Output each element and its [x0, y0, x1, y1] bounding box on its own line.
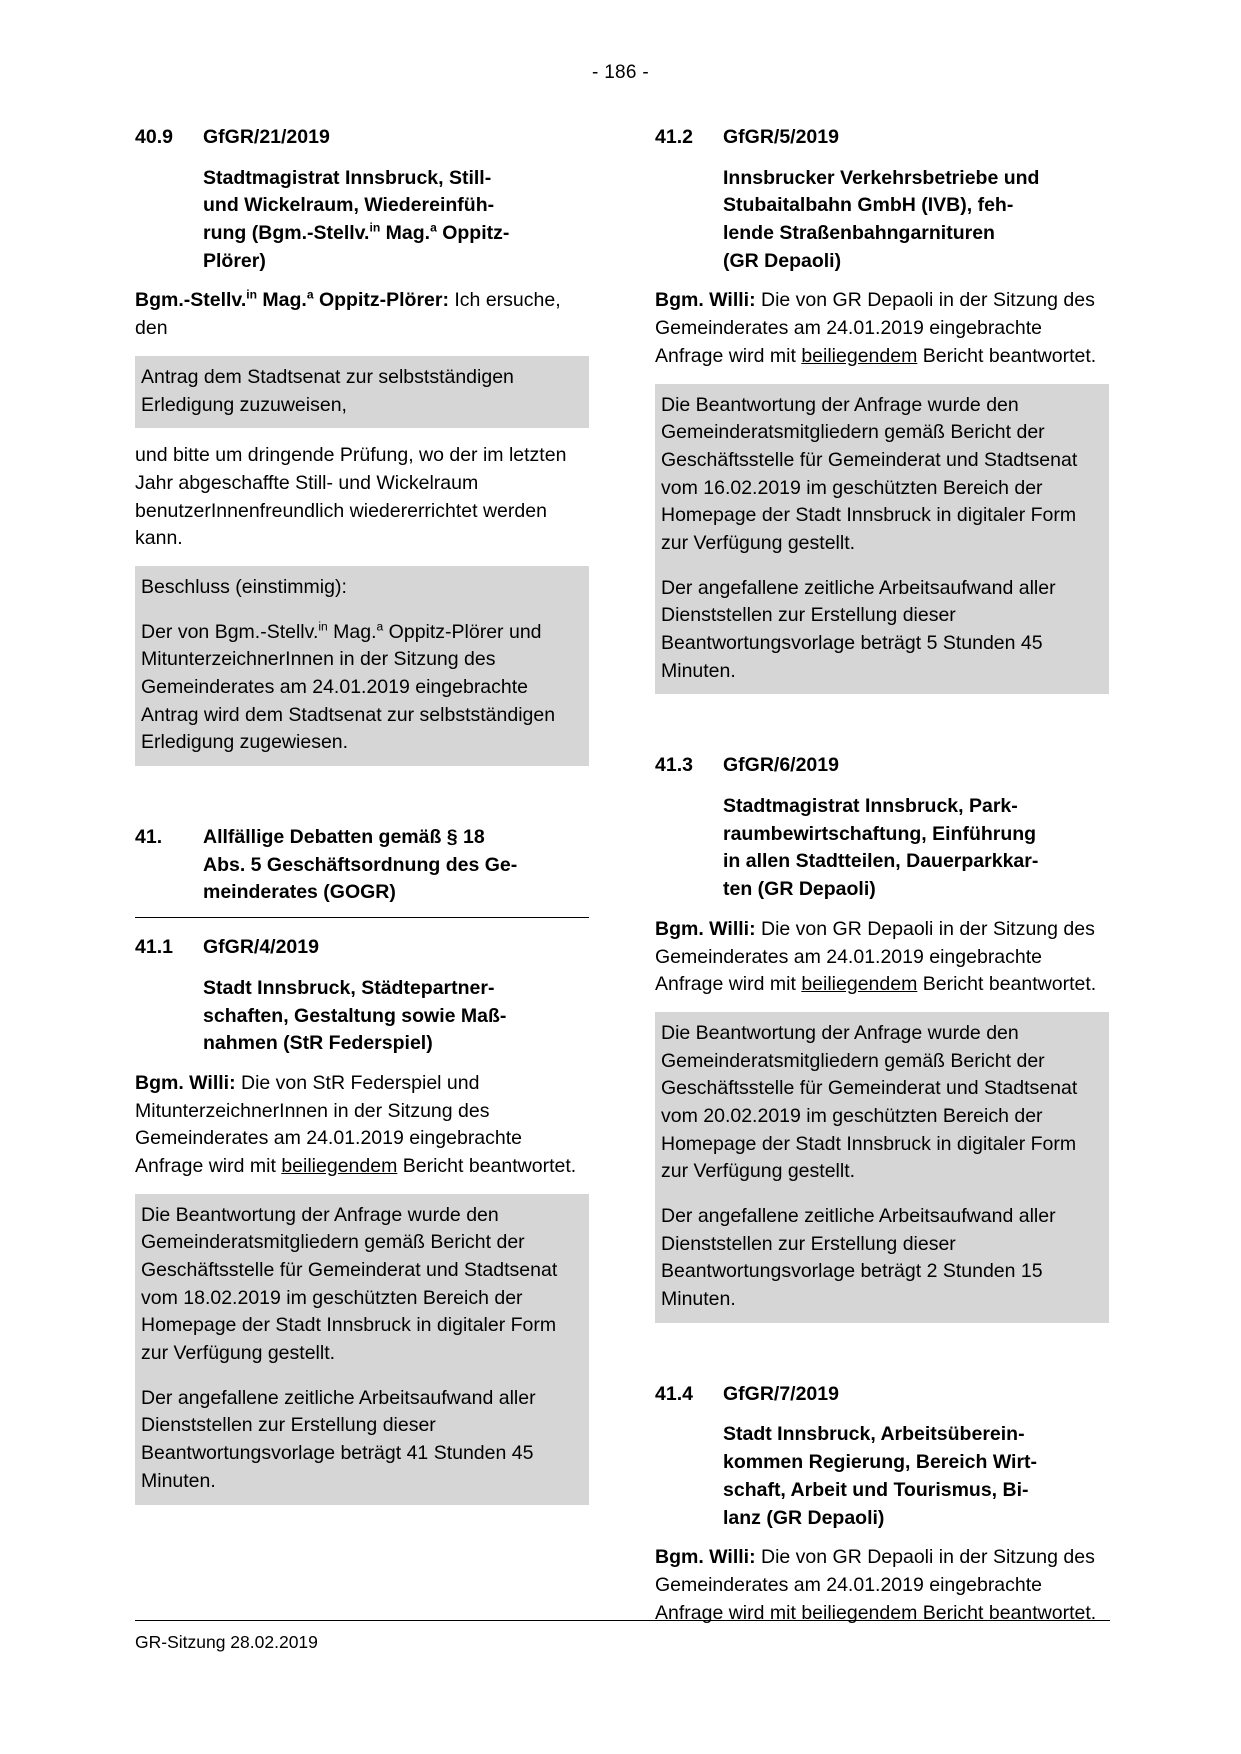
speaker-name: Bgm. Willi:: [655, 289, 756, 312]
title-line-4: lanz (GR Depaoli): [723, 1506, 885, 1529]
speaker-name: Bgm. Willi:: [655, 1546, 756, 1569]
decision-text: [141, 619, 579, 757]
decision-box-40-9: [135, 566, 589, 766]
speaker-paragraph-40-9: [135, 287, 589, 342]
answer-box-paragraph-1: Die Beantwortung der Anfrage wurde den Gemeinderatsmitgliedern gemäß Bericht der Geschäftsstelle für Gemeinderat und Stadtsenat vom 16.02.2019 im geschützten Bereich der Homepage der Stadt Innsbruck in digitaler Form zur Verfügung gestellt.: [661, 393, 1078, 554]
answer-text-pre: Die von GR Depaoli in der Sitzung des Gemeinderates am 24.01.2019 eingebrachte Anfrage wird mit: [655, 1546, 1095, 1624]
agenda-item-41-2-title: [723, 165, 1109, 276]
answer-box-paragraph-2: Der angefallene zeitliche Arbeitsaufwand aller Dienststellen zur Erstellung dieser Beantwortungsvorlage beträgt 2 Stunden 15 Minuten.: [661, 1205, 1056, 1311]
answer-box-paragraph-1: Die Beantwortung der Anfrage wurde den Gemeinderatsmitgliedern gemäß Bericht der Geschäftsstelle für Gemeinderat und Stadtsenat vom 18.02.2019 im geschützten Bereich der Homepage der Stadt Innsbruck in digitaler Form zur Verfügung gestellt.: [141, 1203, 558, 1365]
decision-label: Beschluss (einstimmig):: [141, 575, 347, 598]
attachment-link[interactable]: beiliegendem: [801, 1601, 918, 1624]
answer-box-41-2: [655, 384, 1109, 695]
title-line-1: Allfällige Debatten gemäß § 18: [203, 826, 485, 849]
agenda-item-41-3-heading: [655, 752, 1109, 780]
title-line-3: lende Straßenbahngarnituren: [723, 222, 995, 245]
decision-text-b: Mag.: [327, 620, 377, 643]
answer-text-post: Bericht beantwortet.: [397, 1154, 577, 1177]
spacer: [135, 780, 589, 824]
title-line-3: schaft, Arbeit und Tourismus, Bi-: [723, 1478, 1029, 1501]
title-line-2: raumbewirtschaftung, Einführung: [723, 822, 1037, 845]
agenda-item-reference: GfGR/21/2019: [203, 126, 330, 148]
agenda-item-number: 41.2: [655, 126, 693, 148]
title-line-4: ten (GR Depaoli): [723, 878, 876, 901]
page-number: - 186 -: [591, 62, 649, 83]
spacer: [655, 1337, 1109, 1381]
answer-box-paragraph-2: Der angefallene zeitliche Arbeitsaufwand aller Dienststellen zur Erstellung dieser Beantwortungsvorlage beträgt 5 Stunden 45 Minuten.: [661, 576, 1056, 682]
speaker-name-part-b: Mag.: [256, 289, 307, 312]
title-line-3a: rung (Bgm.-Stellv.: [203, 222, 370, 245]
attachment-link[interactable]: beiliegendem: [801, 344, 918, 367]
speaker-superscript-a: a: [306, 287, 314, 302]
speaker-name-part-c: Oppitz-Plörer:: [313, 289, 449, 312]
agenda-item-reference: GfGR/4/2019: [203, 936, 319, 959]
answer-paragraph-41-4: [655, 1544, 1109, 1627]
agenda-item-title: [203, 824, 517, 907]
answer-box-41-3: [655, 1012, 1109, 1323]
agenda-item-41-4-heading: [655, 1381, 1109, 1409]
agenda-item-reference: GfGR/5/2019: [723, 126, 839, 148]
title-line-4: (GR Depaoli): [723, 249, 842, 272]
title-line-2: und Wickelraum, Wiedereinfüh-: [203, 194, 495, 217]
title-line-2: schaften, Gestaltung sowie Maß-: [203, 1004, 507, 1027]
speaker-superscript-in: in: [246, 287, 257, 302]
speaker-name: Bgm. Willi:: [655, 917, 756, 940]
answer-box-paragraph-2: Der angefallene zeitliche Arbeitsaufwand aller Dienststellen zur Erstellung dieser Beantwortungsvorlage beträgt 41 Stunden 45 Minuten.: [141, 1386, 536, 1492]
title-line-1: Innsbrucker Verkehrsbetriebe und: [723, 166, 1040, 189]
decision-superscript-a: a: [376, 619, 384, 634]
agenda-item-41-1-title: [203, 975, 589, 1058]
agenda-item-40-9-heading: [135, 124, 589, 152]
title-superscript-a: a: [430, 220, 437, 235]
answer-text-pre: Die von GR Depaoli in der Sitzung des Gemeinderates am 24.01.2019 eingebrachte Anfrage wird mit: [655, 917, 1095, 996]
agenda-item-number: 41.: [135, 826, 163, 849]
answer-paragraph-41-2: [655, 287, 1109, 370]
agenda-item-41-1-heading: [135, 934, 589, 962]
speaker-name: Bgm. Willi:: [135, 1071, 236, 1094]
decision-text-a: Der von Bgm.-Stellv.: [141, 620, 319, 643]
speaker-name-part-a: Bgm.-Stellv.: [135, 289, 247, 312]
title-line-3c: Oppitz-: [436, 222, 510, 245]
agenda-item-number: 41.1: [135, 936, 173, 959]
footer-text: GR-Sitzung 28.02.2019: [135, 1632, 318, 1652]
motion-text: Antrag dem Stadtsenat zur selbstständigen Erledigung zuzuweisen,: [141, 365, 514, 416]
agenda-item-41-3-title: [723, 793, 1109, 904]
title-line-1: Stadtmagistrat Innsbruck, Still-: [203, 166, 492, 189]
answer-text-post: Bericht beantwortet.: [917, 973, 1097, 996]
footer-divider: [135, 1620, 1110, 1621]
title-line-4: Plörer): [203, 249, 266, 272]
answer-paragraph-41-3: [655, 916, 1109, 999]
agenda-item-41-4-title: [723, 1421, 1109, 1532]
speaker-intro-text: Ich ersuche, den: [135, 289, 561, 340]
attachment-link[interactable]: beiliegendem: [801, 973, 918, 996]
agenda-item-number: 40.9: [135, 126, 173, 148]
title-line-1: Stadt Innsbruck, Städtepartner-: [203, 976, 495, 999]
agenda-item-reference: GfGR/7/2019: [723, 1382, 839, 1405]
title-line-3: meinderates (GOGR): [203, 881, 396, 904]
two-column-body: [135, 124, 1110, 1640]
title-line-2: Abs. 5 Geschäftsordnung des Ge-: [203, 853, 518, 876]
decision-text-c: Oppitz-Plörer und MitunterzeichnerInnen in der Sitzung des Gemeinderates am 24.01.2019 eingebrachte Antrag wird dem Stadtsenat zur selbstständigen Erledigung zugewiesen.: [141, 620, 556, 754]
title-line-1: Stadt Innsbruck, Arbeitsüberein-: [723, 1423, 1025, 1446]
answer-paragraph-41-1: [135, 1070, 589, 1181]
attachment-link[interactable]: beiliegendem: [281, 1154, 398, 1177]
spacer: [655, 708, 1109, 752]
motion-box-40-9: [135, 356, 589, 428]
decision-superscript-in: in: [318, 619, 328, 634]
agenda-item-reference: GfGR/6/2019: [723, 754, 839, 777]
answer-text-pre: Die von StR Federspiel und MitunterzeichnerInnen in der Sitzung des Gemeinderates am 24.01.2019 eingebrachte Anfrage wird mit: [135, 1071, 523, 1177]
answer-text-post: Bericht beantwortet.: [917, 344, 1097, 367]
agenda-item-41-heading: [135, 824, 589, 907]
title-superscript-in: in: [369, 220, 381, 235]
title-line-3b: Mag.: [380, 222, 431, 245]
title-line-3: nahmen (StR Federspiel): [203, 1032, 433, 1055]
title-line-2: Stubaitalbahn GmbH (IVB), feh-: [723, 194, 1014, 217]
agenda-item-number: 41.4: [655, 1382, 693, 1405]
title-line-3: in allen Stadtteilen, Dauerparkkar-: [723, 850, 1039, 873]
motion-continuation-40-9: und bitte um dringende Prüfung, wo der im letzten Jahr abgeschaffte Still- und Wickelraum benutzerInnenfreundlich wiedererrichtet werden kann.: [135, 444, 567, 550]
answer-box-41-1: [135, 1194, 589, 1505]
answer-box-paragraph-1: Die Beantwortung der Anfrage wurde den Gemeinderatsmitgliedern gemäß Bericht der Geschäftsstelle für Gemeinderat und Stadtsenat vom 20.02.2019 im geschützten Bereich der Homepage der Stadt Innsbruck in digitaler Form zur Verfügung gestellt.: [661, 1021, 1078, 1183]
section-divider: [135, 917, 589, 918]
left-column: [135, 124, 589, 1640]
answer-text-post: Bericht beantwortet.: [917, 1601, 1097, 1624]
title-line-2: kommen Regierung, Bereich Wirt-: [723, 1451, 1038, 1474]
right-column: [655, 124, 1109, 1640]
agenda-item-40-9-title: [203, 165, 589, 276]
agenda-item-number: 41.3: [655, 754, 693, 777]
title-line-1: Stadtmagistrat Innsbruck, Park-: [723, 795, 1018, 818]
answer-text-pre: Die von GR Depaoli in der Sitzung des Gemeinderates am 24.01.2019 eingebrachte Anfrage wird mit: [655, 289, 1095, 367]
agenda-item-41-2-heading: [655, 124, 1109, 152]
